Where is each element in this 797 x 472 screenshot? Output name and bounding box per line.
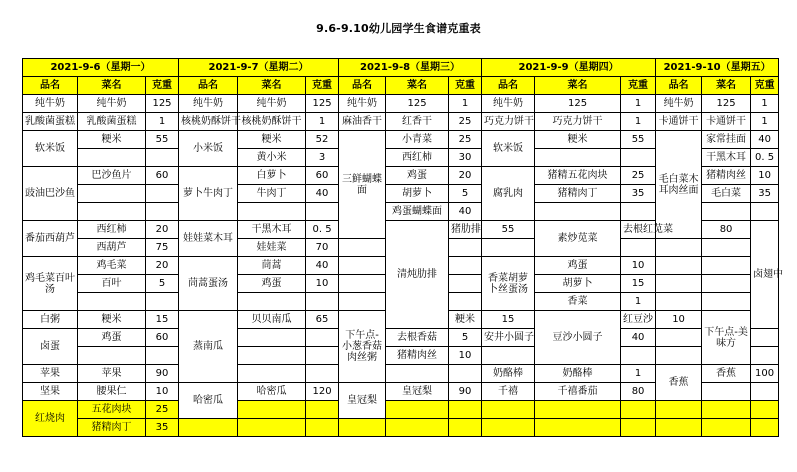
dish-cell: 下午点-小葱香菇肉丝粥 <box>339 311 386 383</box>
weight-cell: 0. 5 <box>306 221 339 239</box>
col-dish: 品名 <box>23 77 78 95</box>
ingredient-cell: 粳米 <box>535 131 621 149</box>
dish-cell: 皇冠梨 <box>339 383 386 419</box>
weight-cell: 20 <box>449 167 482 185</box>
ingredient-cell: 粳米 <box>78 131 146 149</box>
ingredient-cell <box>702 401 751 419</box>
weight-cell: 40 <box>306 185 339 203</box>
dish-cell: 香菜胡萝卜丝蛋汤 <box>482 257 535 311</box>
ingredient-cell <box>78 149 146 167</box>
weight-cell: 1 <box>449 95 482 113</box>
weight-cell <box>146 347 179 365</box>
ingredient-cell: 鸡蛋 <box>78 329 146 347</box>
ingredient-cell: 胡萝卜 <box>386 185 449 203</box>
weight-cell <box>146 185 179 203</box>
ingredient-cell: 苹果 <box>78 365 146 383</box>
col-weight: 克重 <box>146 77 179 95</box>
dish-cell: 纯牛奶 <box>482 95 535 113</box>
weight-cell: 40 <box>751 131 779 149</box>
ingredient-cell: 猪精肉丝 <box>386 347 449 365</box>
weight-cell <box>751 401 779 419</box>
dish-cell: 白粥 <box>23 311 78 329</box>
day-header-row <box>23 59 779 77</box>
ingredient-cell: 纯牛奶 <box>78 95 146 113</box>
weight-cell: 35 <box>621 185 656 203</box>
ingredient-cell <box>386 365 449 383</box>
ingredient-cell: 娃娃菜 <box>238 239 306 257</box>
col-ingredient: 菜名 <box>535 77 621 95</box>
weight-cell <box>449 365 482 383</box>
weight-cell: 65 <box>306 311 339 329</box>
weight-cell <box>621 239 656 257</box>
weight-cell: 100 <box>751 365 779 383</box>
table-row <box>23 131 779 149</box>
weight-cell: 40 <box>449 203 482 221</box>
weight-cell: 60 <box>306 167 339 185</box>
dish-cell <box>656 419 702 437</box>
dish-cell: 纯牛奶 <box>179 95 238 113</box>
weight-cell: 1 <box>621 95 656 113</box>
weight-cell <box>306 401 339 419</box>
ingredient-cell: 毛白菜 <box>702 185 751 203</box>
ingredient-cell <box>339 239 386 257</box>
ingredient-cell: 粳米 <box>238 131 306 149</box>
weight-cell: 25 <box>449 131 482 149</box>
ingredient-cell: 百叶 <box>78 275 146 293</box>
ingredient-cell <box>339 257 386 275</box>
weight-cell: 10 <box>621 257 656 275</box>
ingredient-cell: 西红柿 <box>386 149 449 167</box>
ingredient-cell: 小青菜 <box>386 131 449 149</box>
weight-cell: 30 <box>449 149 482 167</box>
weight-cell: 55 <box>482 221 535 239</box>
weight-cell: 20 <box>146 221 179 239</box>
ingredient-cell: 西葫芦 <box>78 239 146 257</box>
weight-cell: 0. 5 <box>751 149 779 167</box>
col-dish: 品名 <box>339 77 386 95</box>
ingredient-cell: 香蕉 <box>702 365 751 383</box>
day-header-mon: 2021-9-6（星期一） <box>23 59 179 77</box>
weight-cell: 120 <box>306 383 339 401</box>
weight-cell <box>702 239 751 257</box>
ingredient-cell: 125 <box>702 95 751 113</box>
dish-cell <box>482 401 535 419</box>
dish-cell: 腐乳肉 <box>482 167 535 221</box>
weight-cell: 35 <box>751 185 779 203</box>
ingredient-cell <box>656 239 702 257</box>
ingredient-cell <box>238 347 306 365</box>
ingredient-cell <box>702 203 751 221</box>
ingredient-cell <box>386 419 449 437</box>
ingredient-cell <box>339 275 386 293</box>
weight-cell: 40 <box>621 329 656 347</box>
ingredient-cell: 猪精五花肉块 <box>535 167 621 185</box>
weight-cell: 1 <box>146 113 179 131</box>
dish-cell: 娃娃菜木耳 <box>179 221 238 257</box>
ingredient-cell: 去根香菇 <box>386 329 449 347</box>
dish-cell: 苹果 <box>23 365 78 383</box>
weight-cell <box>751 383 779 401</box>
ingredient-cell <box>78 203 146 221</box>
weight-cell <box>306 365 339 383</box>
ingredient-cell: 乳酸菌蛋糕 <box>78 113 146 131</box>
weight-cell <box>306 203 339 221</box>
weight-cell: 1 <box>306 113 339 131</box>
ingredient-cell <box>238 329 306 347</box>
ingredient-cell: 粳米 <box>78 311 146 329</box>
col-ingredient: 菜名 <box>702 77 751 95</box>
weight-cell: 52 <box>306 131 339 149</box>
ingredient-cell <box>482 347 535 365</box>
ingredient-cell: 黄小米 <box>238 149 306 167</box>
weight-cell: 10 <box>449 347 482 365</box>
dish-cell: 茼蒿蛋汤 <box>179 257 238 311</box>
weight-cell: 3 <box>306 149 339 167</box>
ingredient-cell <box>238 419 306 437</box>
ingredient-cell <box>482 239 535 257</box>
dish-cell: 红烧肉 <box>23 401 78 437</box>
weight-cell: 35 <box>146 419 179 437</box>
dish-cell: 鸡毛菜百叶汤 <box>23 257 78 311</box>
dish-cell: 清炖肋排 <box>386 221 449 329</box>
dish-cell: 卤翅中 <box>751 221 779 329</box>
table-row <box>23 95 779 113</box>
weight-cell: 10 <box>146 383 179 401</box>
weight-cell: 80 <box>702 221 751 239</box>
dish-cell: 乳酸菌蛋糕 <box>23 113 78 131</box>
weight-cell <box>306 419 339 437</box>
ingredient-cell: 125 <box>386 95 449 113</box>
ingredient-cell: 猪肋排 <box>449 221 482 239</box>
weight-cell: 15 <box>482 311 535 329</box>
dish-cell: 坚果 <box>23 383 78 401</box>
ingredient-cell: 鸡蛋 <box>535 257 621 275</box>
ingredient-cell <box>656 347 702 365</box>
ingredient-cell: 干黑木耳 <box>702 149 751 167</box>
weight-cell <box>702 293 751 311</box>
dish-cell <box>656 401 702 419</box>
dish-cell <box>339 419 386 437</box>
weight-cell <box>449 419 482 437</box>
ingredient-cell <box>535 401 621 419</box>
ingredient-cell <box>238 365 306 383</box>
column-header-row <box>23 77 779 95</box>
ingredient-cell: 家常挂面 <box>702 131 751 149</box>
ingredient-cell: 鸡蛋 <box>386 167 449 185</box>
weight-cell <box>449 257 482 275</box>
ingredient-cell: 核桃奶酥饼干 <box>238 113 306 131</box>
dish-cell: 麻油香干 <box>339 113 386 131</box>
ingredient-cell <box>386 401 449 419</box>
weight-cell <box>146 293 179 311</box>
dish-cell <box>482 419 535 437</box>
ingredient-cell: 125 <box>535 95 621 113</box>
weight-cell: 20 <box>146 257 179 275</box>
dish-cell <box>179 419 238 437</box>
dish-cell: 纯牛奶 <box>23 95 78 113</box>
col-dish: 品名 <box>656 77 702 95</box>
ingredient-cell: 纯牛奶 <box>238 95 306 113</box>
ingredient-cell: 鸡蛋蝴蝶面 <box>386 203 449 221</box>
col-ingredient: 菜名 <box>78 77 146 95</box>
ingredient-cell: 皇冠梨 <box>386 383 449 401</box>
weight-cell <box>751 203 779 221</box>
col-ingredient: 菜名 <box>386 77 449 95</box>
dish-cell: 纯牛奶 <box>339 95 386 113</box>
ingredient-cell <box>535 419 621 437</box>
weight-cell <box>621 401 656 419</box>
dish-cell: 番茄西葫芦 <box>23 221 78 257</box>
ingredient-cell <box>702 383 751 401</box>
ingredient-cell: 白萝卜 <box>238 167 306 185</box>
weight-cell: 125 <box>306 95 339 113</box>
ingredient-cell: 安井小圆子 <box>482 329 535 347</box>
ingredient-cell: 五花肉块 <box>78 401 146 419</box>
weight-cell: 40 <box>306 257 339 275</box>
weight-cell: 75 <box>146 239 179 257</box>
ingredient-cell: 贝贝南瓜 <box>238 311 306 329</box>
weight-cell: 90 <box>146 365 179 383</box>
table-row <box>23 329 779 347</box>
weight-cell <box>449 401 482 419</box>
weight-cell: 80 <box>621 383 656 401</box>
weight-cell <box>751 329 779 347</box>
menu-table <box>22 58 784 437</box>
ingredient-cell <box>656 257 702 275</box>
dish-cell: 软米饭 <box>482 131 535 167</box>
ingredient-cell <box>535 203 621 221</box>
ingredient-cell <box>238 293 306 311</box>
dish-cell: 毛白菜木耳肉丝面 <box>656 131 702 239</box>
weight-cell <box>621 347 656 365</box>
ingredient-cell: 鸡蛋 <box>238 275 306 293</box>
dish-cell: 核桃奶酥饼干 <box>179 113 238 131</box>
dish-cell: 豉油巴沙鱼 <box>23 167 78 221</box>
col-ingredient: 菜名 <box>238 77 306 95</box>
ingredient-cell <box>238 401 306 419</box>
ingredient-cell: 千禧番茄 <box>535 383 621 401</box>
weight-cell: 10 <box>306 275 339 293</box>
ingredient-cell: 猪精肉丝 <box>702 167 751 185</box>
col-weight: 克重 <box>621 77 656 95</box>
ingredient-cell: 巧克力饼干 <box>535 113 621 131</box>
ingredient-cell <box>78 347 146 365</box>
weight-cell <box>751 419 779 437</box>
ingredient-cell: 红香干 <box>386 113 449 131</box>
ingredient-cell: 去根红苋菜 <box>621 221 656 239</box>
weight-cell <box>621 149 656 167</box>
weight-cell <box>621 419 656 437</box>
ingredient-cell: 红豆沙 <box>621 311 656 329</box>
weight-cell: 25 <box>146 401 179 419</box>
weight-cell: 1 <box>621 293 656 311</box>
dish-cell: 巧克力饼干 <box>482 113 535 131</box>
ingredient-cell <box>535 149 621 167</box>
weight-cell <box>449 239 482 257</box>
weight-cell <box>146 149 179 167</box>
day-header-thu: 2021-9-9（星期四） <box>482 59 656 77</box>
weight-cell: 55 <box>146 131 179 149</box>
weight-cell: 60 <box>146 167 179 185</box>
weight-cell <box>146 203 179 221</box>
weight-cell <box>306 347 339 365</box>
dish-cell: 素炒苋菜 <box>535 221 621 257</box>
weight-cell: 15 <box>621 275 656 293</box>
dish-cell: 纯牛奶 <box>656 95 702 113</box>
ingredient-cell: 猪精肉丁 <box>535 185 621 203</box>
ingredient-cell <box>78 293 146 311</box>
ingredient-cell: 猪精肉丁 <box>78 419 146 437</box>
ingredient-cell <box>339 293 386 311</box>
ingredient-cell <box>656 275 702 293</box>
weight-cell <box>751 347 779 365</box>
dish-cell: 卡通饼干 <box>656 113 702 131</box>
weight-cell: 25 <box>621 167 656 185</box>
ingredient-cell: 干黑木耳 <box>238 221 306 239</box>
ingredient-cell: 鸡毛菜 <box>78 257 146 275</box>
ingredient-cell: 胡萝卜 <box>535 275 621 293</box>
dish-cell: 下午点-美味方 <box>702 311 751 365</box>
ingredient-cell <box>702 419 751 437</box>
ingredient-cell <box>656 293 702 311</box>
weight-cell <box>702 275 751 293</box>
table-row <box>23 365 779 383</box>
ingredient-cell <box>238 203 306 221</box>
dish-cell: 软米饭 <box>23 131 78 167</box>
weight-cell: 90 <box>449 383 482 401</box>
col-weight: 克重 <box>306 77 339 95</box>
weight-cell: 5 <box>449 185 482 203</box>
day-header-wed: 2021-9-8（星期三） <box>339 59 482 77</box>
dish-cell: 千禧 <box>482 383 535 401</box>
weight-cell: 60 <box>146 329 179 347</box>
ingredient-cell: 奶酪棒 <box>535 365 621 383</box>
dish-cell: 香蕉 <box>656 365 702 401</box>
ingredient-cell <box>78 185 146 203</box>
weight-cell: 125 <box>146 95 179 113</box>
dish-cell: 豆沙小圆子 <box>535 311 621 365</box>
ingredient-cell: 哈密瓜 <box>238 383 306 401</box>
dish-cell: 卤蛋 <box>23 329 78 365</box>
weight-cell: 25 <box>449 113 482 131</box>
weight-cell: 5 <box>449 329 482 347</box>
ingredient-cell: 粳米 <box>449 311 482 329</box>
table-row <box>23 401 779 419</box>
weight-cell: 55 <box>621 131 656 149</box>
table-row <box>23 347 779 365</box>
ingredient-cell: 巴沙鱼片 <box>78 167 146 185</box>
weight-cell: 70 <box>306 239 339 257</box>
weight-cell <box>621 203 656 221</box>
page-title: 9.6-9.10幼儿园学生食谱克重表 <box>316 22 481 35</box>
ingredient-cell: 茼蒿 <box>238 257 306 275</box>
weight-cell <box>306 293 339 311</box>
ingredient-cell: 牛肉丁 <box>238 185 306 203</box>
weight-cell <box>449 293 482 311</box>
ingredient-cell: 腰果仁 <box>78 383 146 401</box>
weight-cell <box>702 257 751 275</box>
weight-cell: 10 <box>656 311 702 329</box>
dish-cell: 奶酪棒 <box>482 365 535 383</box>
dish-cell: 萝卜牛肉丁 <box>179 167 238 221</box>
ingredient-cell: 香菜 <box>535 293 621 311</box>
weight-cell <box>449 275 482 293</box>
dish-cell: 三鲜蝴蝶面 <box>339 131 386 239</box>
col-dish: 品名 <box>179 77 238 95</box>
dish-cell: 蒸南瓜 <box>179 311 238 383</box>
weight-cell: 10 <box>751 167 779 185</box>
table-row <box>23 113 779 131</box>
weight-cell: 1 <box>751 113 779 131</box>
weight-cell: 15 <box>146 311 179 329</box>
col-dish: 品名 <box>482 77 535 95</box>
ingredient-cell: 卡通饼干 <box>702 113 751 131</box>
weight-cell: 1 <box>751 95 779 113</box>
ingredient-cell <box>656 329 702 347</box>
col-weight: 克重 <box>751 77 779 95</box>
ingredient-cell: 西红柿 <box>78 221 146 239</box>
day-header-tue: 2021-9-7（星期二） <box>179 59 339 77</box>
weight-cell: 1 <box>621 113 656 131</box>
day-header-fri: 2021-9-10（星期五） <box>656 59 779 77</box>
weight-cell: 5 <box>146 275 179 293</box>
table-row <box>23 419 779 437</box>
dish-cell: 小米饭 <box>179 131 238 167</box>
weight-cell <box>306 329 339 347</box>
col-weight: 克重 <box>449 77 482 95</box>
weight-cell: 1 <box>621 365 656 383</box>
dish-cell: 哈密瓜 <box>179 383 238 419</box>
